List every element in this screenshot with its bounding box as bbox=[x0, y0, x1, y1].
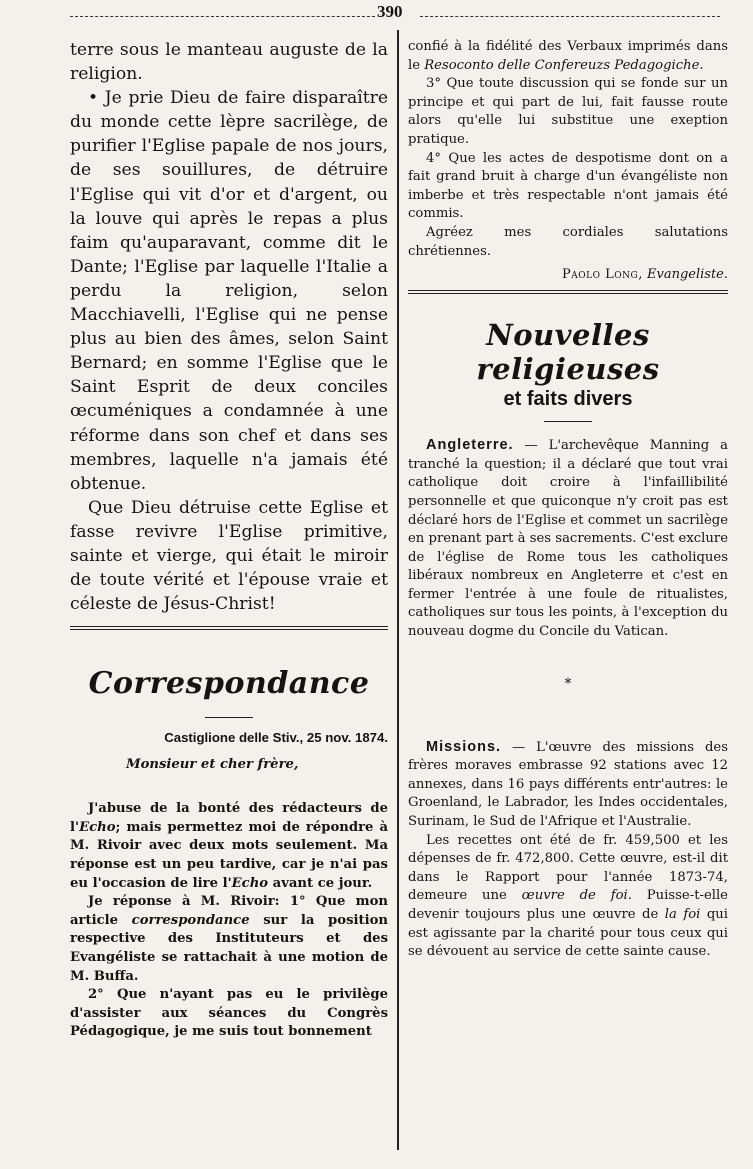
header-rule-right bbox=[420, 16, 720, 17]
signature-role: Evangeliste. bbox=[646, 267, 728, 283]
paragraph: Missions. — L'œuvre des missions des frères moraves embrasse 92 stations avec 12 annexes, dans 16 pays différents entr'autres: le Groenland, le Labrador, les Indes occidentales, Surinam, le Sud de l'Afrique et l'Australie. bbox=[408, 738, 728, 830]
section-separator bbox=[408, 290, 728, 294]
paragraph: confié à la fidélité des Verbaux imprimés dans le Resoconto delle Confereuzs Pedagogiche. bbox=[408, 39, 728, 73]
page-number: 390 bbox=[377, 2, 403, 21]
dateline: Castiglione delle Stiv., 25 nov. 1874. bbox=[164, 730, 388, 746]
correspondance-title: Correspondance bbox=[88, 666, 370, 702]
paragraph: Agréez mes cordiales salutations chrétiennes. bbox=[408, 224, 728, 259]
paragraph: Les recettes ont été de fr. 459,500 et les dépenses de fr. 472,800. Cette œuvre, est-il dit dans le Rapport pour l'année 1873-74, demeure une œuvre de foi. Puisse-t-elle devenir toujours plus une œuvre de la foi qui est agissante par la charité pour tous ceux qui se dévouent au service de cette sainte cause. bbox=[408, 832, 729, 960]
paragraph: Angleterre. — L'archevêque Manning a tranché la question; il a déclaré que tout vrai catholique doit croire à l'infaillibilité personnelle et que quiconque n'y croit pas est déclaré hors de l'Eglise et commet un sacrilège en prenant part à ses sacrements. C'est exclure de l'église de Rome tous les catholiques libéraux nombreux en Angleterre et c'est en fermer l'entrée à une foule de ritualistes, catholiques sur tous les points, à l'exception du nouveau dogme du Concile du Vatican. bbox=[408, 437, 728, 640]
news-subtitle: et faits divers bbox=[503, 388, 633, 411]
column-divider bbox=[397, 30, 399, 1150]
section-star: * bbox=[564, 675, 572, 692]
salutation: Monsieur et cher frère, bbox=[126, 757, 299, 773]
left-column bbox=[70, 38, 388, 1042]
right-column bbox=[408, 38, 728, 962]
news-title: Nouvelles religieuses bbox=[476, 318, 660, 387]
title-rule bbox=[544, 421, 592, 422]
angleterre-lead: Angleterre. bbox=[426, 437, 514, 454]
signature-name: Paolo Long, bbox=[562, 267, 643, 283]
paragraph: Que Dieu détruise cette Eglise et fasse revivre l'Eglise primitive, sainte et vierge, qui était le miroir de toute vérité et l'épouse vraie et céleste de Jésus-Christ! bbox=[70, 497, 388, 615]
page-header bbox=[0, 0, 753, 30]
signature bbox=[408, 267, 728, 282]
section-separator bbox=[70, 626, 388, 630]
paragraph: 4° Que les actes de despotisme dont on a fait grand bruit à charge d'un évangéliste non imberbe et très respectable n'ont jamais été commis. bbox=[408, 150, 728, 222]
paragraph: terre sous le manteau auguste de la religion. bbox=[70, 40, 388, 85]
paragraph: • Je prie Dieu de faire disparaître du monde cette lèpre sacrilège, de purifier l'Eglise papale de nos jours, de ses souillures, de détruire l'Eglise qui vit d'or et d'argent, ou la louve qui après le repas a plus faim qu'auparavant, comme dit le Dante; l'Eglise par laquelle l'Italie a perdu la religion, selon Macchiavelli, l'Eglise qui ne pense plus au bien des âmes, selon Saint Bernard; en somme l'Eglise que le Saint Esprit de deux conciles œcuméniques a condamnée à une réforme dans son chef et dans ses membres, laquelle n'a jamais été obtenue. bbox=[70, 88, 388, 494]
missions-lead: Missions. bbox=[426, 738, 502, 755]
paragraph: J'abuse de la bonté des rédacteurs de l'Echo; mais permettez moi de répondre à M. Rivoir avec deux mots seulement. Ma réponse est un peu tardive, car je n'ai pas eu l'occasion de lire l'Echo avant ce jour. bbox=[70, 801, 388, 891]
header-rule-left bbox=[70, 16, 375, 17]
paragraph: Je réponse à M. Rivoir: 1° Que mon article correspondance sur la position respective des Instituteurs et des Evangéliste se rattachait à une motion de M. Buffa. bbox=[70, 894, 388, 984]
paragraph: 3° Que toute discussion qui se fonde sur un principe et qui part de lui, fait fausse route alors qu'elle lui substitue une exeption pratique. bbox=[408, 76, 728, 147]
title-rule bbox=[205, 717, 253, 718]
paragraph: 2° Que n'ayant pas eu le privilège d'assister aux séances du Congrès Pédagogique, je me suis tout bonnement bbox=[70, 987, 388, 1040]
